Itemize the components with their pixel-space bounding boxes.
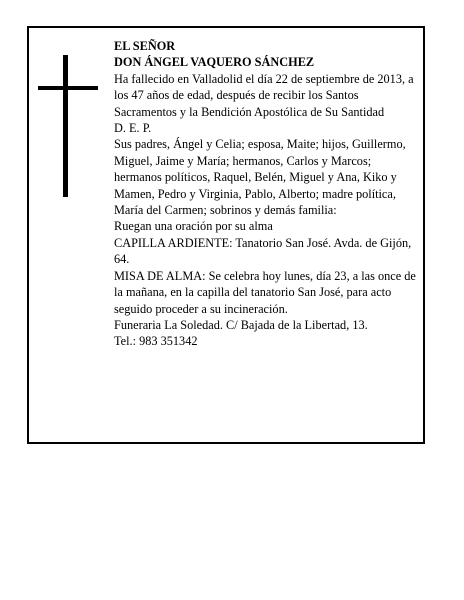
death-statement: Ha fallecido en Valladolid el día 22 de septiembre de 2013, a los 47 años de edad, después de recibir los Santos Sacramentos y la Bendición Apostólica de Su Santidad — [114, 71, 414, 119]
title-line: EL SEÑOR — [114, 39, 176, 53]
family-list: Sus padres, Ángel y Celia; esposa, Maite; hijos, Guillermo, Miguel, Jaime y María; hermanos, Carlos y Marcos; hermanos políticos, Raquel, Belén, Miguel y Ana, Kiko y Mamen, Pedro y Virginia, Pablo, Alberto; madre política, María del Carmen; sobrinos y demás familia: — [114, 137, 406, 218]
phone-number: Tel.: 983 351342 — [114, 334, 198, 349]
cross-horizontal-bar — [38, 86, 98, 90]
funeral-home: Funeraria La Soledad. C/ Bajada de la Libertad, 13. — [114, 317, 368, 332]
mass-info: MISA DE ALMA: Se celebra hoy lunes, día 23, a las once de la mañana, en la capilla del tanatorio San José, para acto seguido proceder a su incineración. — [114, 268, 416, 316]
prayer-request: Ruegan una oración por su alma — [114, 219, 273, 234]
cross-icon — [38, 55, 98, 197]
rest-in-peace: D. E. P. — [114, 121, 152, 136]
chapel-info: CAPILLA ARDIENTE: Tanatorio San José. Avda. de Gijón, 64. — [114, 235, 412, 267]
obituary-text — [114, 38, 420, 350]
cross-vertical-bar — [63, 55, 68, 197]
deceased-name: DON ÁNGEL VAQUERO SÁNCHEZ — [114, 55, 315, 70]
